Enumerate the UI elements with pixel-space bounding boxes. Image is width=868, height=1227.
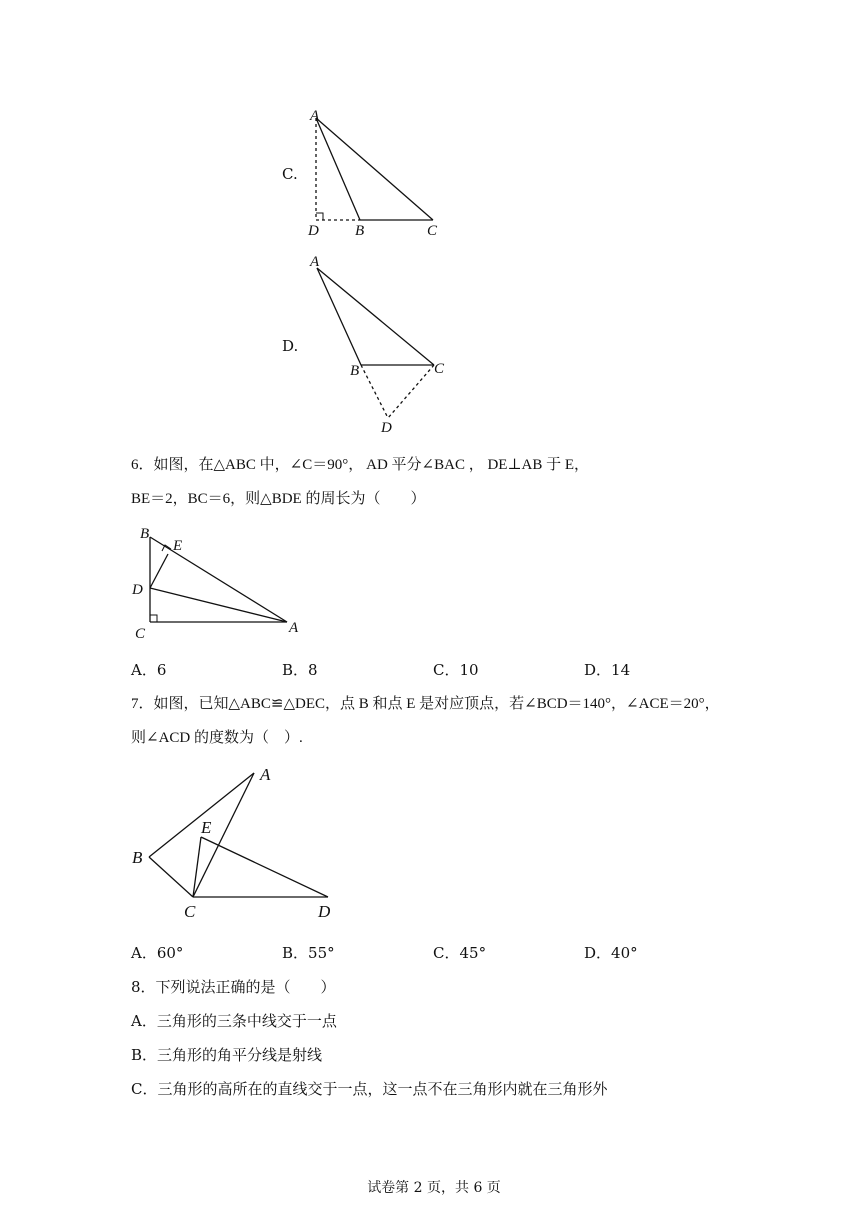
q7-stem-line2: 则∠ACD 的度数为（ ）. xyxy=(131,730,303,746)
figure-option-c xyxy=(300,100,460,245)
option-value: 45° xyxy=(459,944,487,962)
point-c-label: C xyxy=(135,626,146,642)
point-a-label: A xyxy=(310,108,320,124)
option-letter: A． xyxy=(131,944,157,962)
segment-de xyxy=(150,554,168,588)
segment-ba xyxy=(149,773,254,857)
q6-option-c xyxy=(433,660,479,680)
segment-ed xyxy=(201,837,328,897)
option-d-label: D. xyxy=(282,337,299,355)
option-value: 14 xyxy=(611,661,631,679)
dashed-cd xyxy=(388,365,434,418)
segment-ab xyxy=(317,268,361,365)
q8-option-c: C．三角形的高所在的直线交于一点，这一点不在三角形内就在三角形外 xyxy=(131,1080,608,1098)
option-letter: B． xyxy=(282,944,309,962)
segment-ba xyxy=(150,537,287,622)
q7-option-c xyxy=(433,943,486,963)
point-e-label: E xyxy=(173,538,183,554)
point-c-label: C xyxy=(427,223,438,239)
q6-stem-line1: 6．如图，在△ABC 中，∠C＝90°， AD 平分∠BAC ， DE⊥AB 于 E， xyxy=(131,457,590,473)
q7-option-b xyxy=(282,943,335,963)
point-b-label: B xyxy=(350,363,360,379)
point-c-label: C xyxy=(184,902,196,921)
q8-stem: 8．下列说法正确的是（ ） xyxy=(131,978,336,996)
dashed-bd xyxy=(361,365,388,418)
option-value: 8 xyxy=(308,661,318,679)
q6-option-d xyxy=(584,660,630,680)
option-letter: D． xyxy=(584,944,612,962)
option-letter: D． xyxy=(584,661,612,679)
option-letter: B． xyxy=(282,661,309,679)
q6-option-b xyxy=(282,660,318,680)
option-value: 60° xyxy=(156,944,184,962)
option-value: 6 xyxy=(156,661,167,679)
option-c-label: C. xyxy=(282,165,298,183)
point-a-label: A xyxy=(310,254,320,270)
segment-ab xyxy=(316,118,360,220)
q8-option-a: A．三角形的三条中线交于一点 xyxy=(131,1012,337,1030)
point-d-label: D xyxy=(381,420,392,436)
q7-option-a xyxy=(131,943,183,963)
option-value: 10 xyxy=(459,661,479,679)
q6-option-a xyxy=(131,660,166,680)
q7-option-d xyxy=(584,943,638,963)
right-angle-c xyxy=(150,615,157,622)
point-d-label: D xyxy=(308,223,319,239)
point-d-label: D xyxy=(132,582,143,598)
right-angle-mark xyxy=(316,213,323,220)
point-c-label: C xyxy=(434,361,445,377)
segment-ac xyxy=(316,118,433,220)
segment-da xyxy=(150,588,287,622)
figure-option-d xyxy=(300,250,460,440)
option-letter: C． xyxy=(433,944,460,962)
point-a-label: A xyxy=(260,765,271,784)
segment-ac xyxy=(317,268,434,365)
point-b-label: B xyxy=(355,223,365,239)
page-footer: 试卷第 2 页，共 6 页 xyxy=(367,1180,501,1196)
option-letter: A． xyxy=(131,661,157,679)
figure-q6 xyxy=(125,520,315,645)
point-b-label: B xyxy=(132,848,143,867)
q8-option-b: B．三角形的角平分线是射线 xyxy=(131,1046,323,1064)
option-value: 40° xyxy=(611,944,638,962)
point-b-label: B xyxy=(140,526,150,542)
q6-stem-line2: BE＝2，BC＝6，则△BDE 的周长为（ ） xyxy=(131,491,426,507)
point-a-label: A xyxy=(289,620,299,636)
point-d-label: D xyxy=(318,902,331,921)
q7-stem-line1: 7．如图，已知△ABC≌△DEC，点 B 和点 E 是对应顶点，若∠BCD＝140°，∠ACE＝20°， xyxy=(131,696,720,712)
point-e-label: E xyxy=(201,818,212,837)
figure-q7 xyxy=(125,760,345,925)
segment-bc xyxy=(149,857,193,897)
option-letter: C． xyxy=(433,661,460,679)
option-value: 55° xyxy=(308,944,335,962)
